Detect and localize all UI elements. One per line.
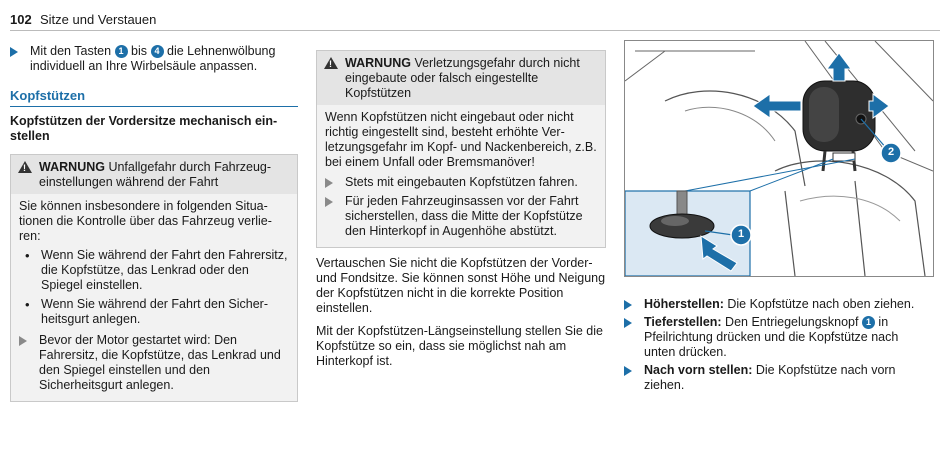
step-arrow-icon [325,197,333,207]
step-arrow-icon [19,336,27,346]
figure-callout-1: 1 [737,228,745,240]
list-item: • Wenn Sie während der Fahrt den Sicherheitsgurt anlegen. [19,297,289,327]
instruction-step [624,297,932,312]
warning-text: Wenn Kopfstützen nicht eingebaut oder nicht richtig eingestellt sind, besteht erhöhte Verletzungsgefahr im Kopf- und Nackenbereich, z.B. bei einem Unfall oder Bremsmanöver! [325,110,597,169]
warning-body [317,105,605,247]
warning-header [317,51,605,105]
warning-step [325,175,597,190]
step-arrow-icon [325,178,333,188]
column-middle [316,44,606,369]
intro-text-a: Mit den Tasten [30,44,112,58]
intro-step [10,44,298,74]
step-label: Tieferstellen: [644,315,722,329]
section-title: Sitze und Verstauen [40,12,157,27]
warning-step-text: Stets mit eingebauten Kopfstützen fahren. [345,175,578,189]
page-number: 102 [10,12,32,27]
warning-step [325,194,597,239]
warning-box [10,154,298,402]
callout-badge: 1 [115,45,128,58]
paragraph: Mit der Kopfstützen-Längseinstellung stellen Sie die Kopfstütze so ein, dass sie möglichst nah am Hinterkopf ist. [316,324,603,368]
warning-step [19,333,289,393]
step-arrow-icon [624,300,632,310]
instruction-step [624,363,932,393]
warning-text: Sie können insbesondere in folgenden Situationen die Kontrolle über das Fahrzeug verlieren: [19,199,272,243]
warning-triangle-icon: ! [18,161,32,173]
warning-step-text: Bevor der Motor gestartet wird: Den Fahrersitz, die Kopfstütze, das Lenkrad und den Spiegel einstellen und den Sicherheitsgurt anlegen. [39,333,281,392]
instruction-step [624,315,932,360]
figure-callout-2: 2 [887,146,895,158]
step-arrow-icon [624,366,632,376]
callout-badge: 4 [151,45,164,58]
page-header [10,10,940,31]
warning-box [316,50,606,248]
step-arrow-icon [624,318,632,328]
step-label: Höherstellen: [644,297,724,311]
warning-label: WARNUNG [345,56,411,70]
warning-body [11,194,297,401]
step-text: in Pfeilrichtung drücken und die Kopfstütze nach unten drücken. [644,315,899,359]
instruction-steps [624,297,932,393]
paragraph: Vertauschen Sie nicht die Kopfstützen der Vorder- und Fondsitze. Sie können sonst Höhe und Neigung der Kopfstützen nicht in die korrekte Position einstellen. [316,256,606,315]
step-label: Nach vorn stellen: [644,363,753,377]
step-text: Den Entriegelungsknopf [721,315,862,329]
callout-badge: 1 [862,316,875,329]
step-text: Die Kopfstütze nach vorn ziehen. [644,363,896,392]
warning-bullets [19,248,289,327]
step-text: Die Kopfstütze nach oben ziehen. [723,297,915,311]
warning-label: WARNUNG [39,160,105,174]
column-left [10,44,298,402]
warning-title: Unfallgefahr durch Fahrzeugeinstellungen während der Fahrt [39,160,272,189]
section-heading: Kopfstützen [10,88,298,107]
warning-header [11,155,297,194]
warning-triangle-icon: ! [324,57,338,69]
column-right [624,44,932,396]
intro-text-b: bis [131,44,148,58]
list-item: • Wenn Sie während der Fahrt den Fahrersitz, die Kopfstütze, das Lenkrad oder den Spiegel einstellen. [19,248,289,293]
headrest-illustration [624,40,934,277]
warning-step-text: Für jeden Fahrzeuginsassen vor der Fahrt sicherstellen, dass die Mitte der Kopfstütze den Hinterkopf in Augenhöhe abstützt. [345,194,583,238]
subsection-heading: Kopfstützen der Vordersitze mechanisch einstellen [10,114,278,143]
intro-text-c: die Lehnenwölbung individuell an Ihre Wirbelsäule anpassen. [30,44,276,73]
step-arrow-icon [10,47,18,57]
warning-title: Verletzungsgefahr durch nicht eingebaute oder falsch eingestellte Kopfstützen [345,56,580,100]
